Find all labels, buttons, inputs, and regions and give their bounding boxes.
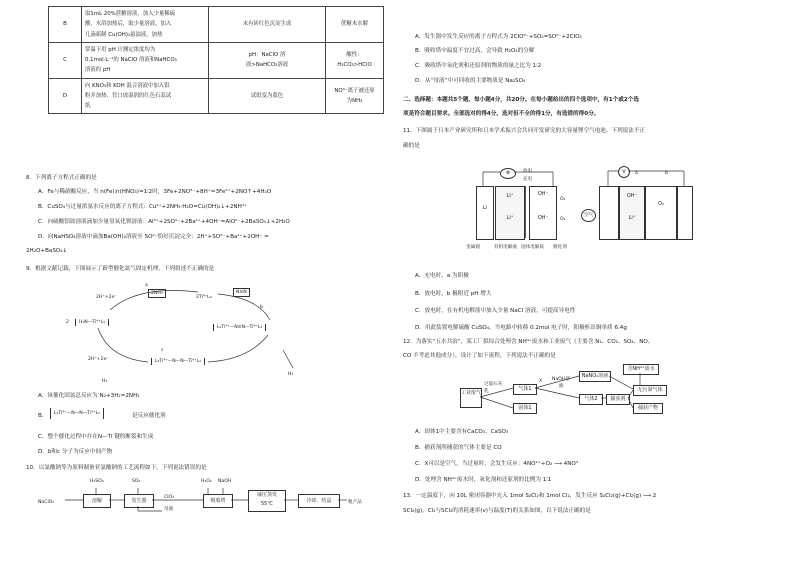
flow-arrows [48, 484, 393, 524]
q10-stem: 10．以氯酸钠等为原料制备亚氯酸钠的工艺流程如下，下列说法错误的是 [26, 465, 207, 471]
q8-option-c: C．向硫酸铝铵溶液滴加少量氢氧化钡溶液：Al³⁺+2SO²⁻+2Ba²⁺+4OH⁻=AlO²⁻+2BaSO₄↓+2H₂O [38, 219, 290, 225]
bottom-species: L₃Ti⁴⁺—N—N—Ti⁴⁺L₃ [151, 358, 205, 365]
cell-line: 常温下用 pH 计测定浓度均为 [85, 46, 156, 53]
q8-option-b: B．CuSO₄与过量浓氨水反应的离子方程式：Cu²⁺+2NH₃·H₂O=Cu(OH)₂↓+2NH⁴⁺ [38, 204, 248, 210]
so2-label: SO₂ [132, 479, 141, 484]
q9-option-b-text: 是反应催化剂 [132, 413, 166, 419]
solid1-box: 固体1 [513, 403, 537, 414]
circuit-wires [403, 164, 755, 234]
q10-option-c: C．吸收塔中氧化剂和还原剂的物质的量之比为 1∶2 [415, 63, 542, 69]
nano2-box: NaNO₂溶液 [579, 371, 611, 382]
experiment-table [48, 6, 384, 114]
conclusion-cell [326, 7, 384, 43]
experiment-cell [82, 42, 209, 78]
cell-line: NO³⁻离子被还原 [334, 87, 375, 94]
cell-line: pH：NaClO 溶 [248, 51, 286, 58]
label-b: b [260, 305, 263, 310]
label-a: a [635, 171, 638, 176]
q12-arrows [403, 360, 755, 420]
cell-line: 试纸变为蓝色 [250, 92, 284, 99]
experiment-cell [82, 7, 209, 43]
label-charge: 充电 [523, 177, 533, 182]
reactor-box: 发生器 [124, 494, 154, 508]
row-key: B [49, 7, 82, 43]
q11-stem-cont: 确的是 [403, 143, 420, 149]
q9-option-b-label: B． [38, 413, 48, 419]
cell-line: 蔗糖未水解 [341, 21, 368, 28]
organic-label: 有机电解液 [494, 245, 517, 250]
conclusion-cell [326, 42, 384, 78]
h2-left: H₂ [102, 379, 108, 384]
label-discharge: 放电 [523, 169, 533, 174]
q8-option-d: D．向NaHSO₄溶液中滴加Ba(OH)₂溶液至 SO²⁻恰好沉淀完全：2H⁺+SO²⁻+Ba²⁺+2OH⁻ = [38, 234, 269, 240]
metal-label: 金属锂 [466, 245, 480, 250]
q12-option-a: A．固体1中主要含有CaCO₃、CaSO₃ [415, 429, 509, 435]
x-label: X [539, 379, 543, 384]
h2-right: H₂ [288, 372, 294, 377]
label-b: b [665, 171, 668, 176]
gas2-box: 气体2 [579, 394, 603, 405]
q12-option-b: B．捕获剂所捕获的气体主要是 CO [415, 445, 502, 451]
evap-line1: 减压蒸发 [256, 492, 277, 498]
air-label: 空气 [581, 209, 596, 222]
feed-label: NaClO₃ [38, 500, 55, 505]
cell-line: 向 KNO₃和 KOH 混合溶液中加入铝 [85, 82, 170, 89]
clo2-label: ClO₂ [164, 495, 174, 500]
q8-stem: 8．下列离子方程式正确的是 [26, 175, 97, 181]
q13-stem: 13．一定温度下，向 10L 密闭容器中充入 1mol S₂Cl₂和 1mol Cl₂，发生反应 S₂Cl₂(g)+Cl₂(g) ⟶ 2 [403, 493, 657, 499]
q12-option-d: D．处理含 NH⁴⁺废水时，氧化剂和还原剂的比例为 1∶1 [415, 477, 552, 483]
cell-line: 未有砖红色沉淀生成 [242, 21, 292, 28]
oh-label: OH⁻ [626, 193, 638, 199]
section2-heading: 二、选择题：本题共5个题，每小题4分，共20分。在每小题给出的四个选项中，有1个或2个选 [403, 97, 639, 103]
q11-option-c: C．放电时，在有机电解液中加入少量 NaCl 溶液，可提高导电性 [415, 308, 576, 314]
capture-product-box: 捕获产物 [633, 403, 663, 414]
absorber-box: 吸收塔 [203, 494, 233, 508]
q9-option-c: C．整个催化过程中存在N—Ti 键的断裂和生成 [38, 434, 154, 440]
q11-stem: 11．下图属于日本产业研究所和日本学术振兴会共同开发研究的大容量锂空气电池。下列说法不正 [403, 128, 646, 134]
li-plus-label: Li⁺ [628, 214, 636, 221]
o2-label: O₂ [658, 201, 664, 207]
cell-line: 纸 [85, 103, 91, 110]
mechanism-arrows [48, 280, 393, 390]
product-label: 粗产品 [348, 500, 362, 505]
left-species: H₂N—Ti⁴⁺L₃ [75, 319, 109, 326]
nh3-box: 2NH₃ [148, 289, 166, 298]
bulb-icon: ⊗ [500, 168, 516, 179]
phenomenon-cell [209, 7, 326, 43]
cell-line: 几滴新制 Cu(OH)₂悬浊液，加热 [85, 31, 163, 38]
cell-line: 酸性： [346, 51, 363, 58]
q8-option-d-cont: 2H₂O+BaSO₄↓ [26, 248, 68, 254]
q12-option-c: C．X可以是空气，当过量时，会发生反应：4NO²⁺+O₂ ⟶ 4NO³ [415, 461, 579, 467]
li-plus-label: Li⁺ [506, 193, 514, 199]
cell-line: 取1mL 20%蔗糖溶液，加入少量稀硫 [85, 11, 176, 17]
table-row [49, 7, 384, 43]
agent-box: 捕获剂 [606, 394, 630, 405]
waste-gas-box: 工业废气 [460, 388, 482, 408]
right-species: L₃Ti⁴⁺—N≡N—Ti⁴⁺L₃ [213, 324, 266, 331]
cell-line: 粉并加热，管口放湿润的红色石蕊试 [85, 92, 172, 99]
membrane-label: 固体电解质 [521, 245, 544, 250]
h2o2-label: H₂O₂ [201, 479, 212, 484]
q12-stem: 12．为落实“五水共治”，某工厂拟综合处理含 NH⁴⁺废水和工业废气（主要含 N₂、CO₂、SO₂、NO、 [403, 339, 654, 345]
cell-line: H₂CO₃>HClO [337, 62, 372, 69]
arrow-b [218, 294, 270, 320]
li-label: Li [482, 205, 488, 211]
lime-label: 过量石灰乳 [484, 382, 503, 394]
crystallize-box: 冷却、结晶 [298, 494, 340, 508]
phenomenon-cell [209, 78, 326, 114]
n2-box: N≡N [233, 288, 250, 297]
h2so4-label: H₂SO₄ [90, 479, 104, 484]
catalyst-label: 催化剂 [553, 245, 567, 250]
section2-heading-cont: 项是符合题目要求。全部选对的得4分，选对但不全的得1分，有选错的得0分。 [403, 111, 600, 117]
o2-label-bottom: O₂ [560, 217, 566, 222]
o2-label-top: O₂ [560, 197, 566, 202]
ti-top: 2Ti⁴⁺L₃ [196, 295, 212, 300]
evap-line2: 55℃ [261, 501, 273, 507]
arrow-a [110, 290, 198, 310]
arrow-c-left [98, 328, 148, 362]
gas1-box: 气体1 [513, 384, 537, 395]
table-row [49, 78, 384, 114]
nh4-box: 含NH⁴⁺废水 [623, 364, 659, 375]
q9-stem: 9．根据文献记载，下图展示了新型催化氮气固定机理，下列叙述不正确的是 [26, 266, 215, 272]
dissolve-box: 溶解 [83, 494, 111, 508]
cell-line: 液>NaHCO₃溶液 [245, 62, 289, 69]
table-row [49, 42, 384, 78]
label-c: c [161, 348, 164, 353]
arrow-h2 [283, 350, 293, 368]
cell-line: 0.1mol·L⁻¹的 NaClO 溶液和NaHCO₃ [85, 57, 177, 64]
q9-option-b-species: L₃Ti⁴⁺—N—N—Ti⁴⁺L₃ [50, 408, 104, 419]
q13-stem-cont: SCl₂(g)。Cl₂与SCl₂的消耗速率(v)与温度(T)的关系如图，以下说法正确的是 [403, 508, 591, 514]
oh-label: OH⁻ [537, 214, 549, 221]
left-mult: 2 [66, 320, 69, 325]
cell-line: 溶液的 pH [85, 67, 111, 74]
q8-option-a: A．Fe与稀硝酸反应，当 n(Fe)∶n(HNO₃)=1∶2时，3Fe+2NO³⁻+8H⁺=3Fe²⁺+2NO↑+4H₂O [38, 189, 272, 195]
cell-line: 为NH₃ [346, 97, 363, 104]
q9-option-d: D．b和c 分子为反应中间产物 [38, 449, 113, 455]
label-a: a [145, 283, 148, 288]
h2e-bottom: 2H⁺+2e⁻ [88, 357, 109, 362]
q10-option-a: A．发生器中发生反应的离子方程式为 2ClO³⁻+SO₂=SO²⁻+2ClO₂ [415, 34, 582, 40]
cell-line: 酸，水浴加热后，取少量溶液，加入 [85, 21, 172, 28]
q12-stem-cont: CO 不考虑其他成分），设计了如下流程，下列说法不正确的是 [403, 353, 556, 359]
naoh-label: NaOH [218, 479, 232, 484]
voltmeter-icon: V [618, 166, 630, 178]
q9-option-a: A．该催化固氮总反应为 N₂+3H₂=2NH₃ [38, 393, 140, 399]
row-key: D [49, 78, 82, 114]
arrow-c-right [208, 335, 268, 362]
q11-option-a: A．充电时，a 为阴极 [415, 273, 469, 279]
row-key: C [49, 42, 82, 78]
li-plus-label: Li⁺ [506, 214, 514, 221]
q11-option-d: D．用此装置电解硫酸 CuSO₄，当电路中转移 0.2mol 电子时，阳极析出铜单质 6.4g [415, 325, 627, 331]
naoh-label: NaOH溶液 [552, 377, 570, 389]
h2e-top: 2H⁺+2e⁻ [96, 295, 117, 300]
conclusion-cell [326, 78, 384, 114]
q11-option-b: B．放电时，b 极附近 pH 增大 [415, 291, 492, 297]
q10-option-b: B．吸收塔中温度不宜过高，会导致 H₂O₂的分解 [415, 48, 535, 54]
mother-label: 母液 [164, 507, 174, 512]
oh-label: OH⁻ [537, 191, 549, 197]
q10-option-d: D．从“母液”中可回收的主要物质是 Na₂SO₄ [415, 78, 526, 84]
harmless-gas-box: 无污染气体 [633, 385, 667, 396]
phenomenon-cell [209, 42, 326, 78]
experiment-cell [82, 78, 209, 114]
